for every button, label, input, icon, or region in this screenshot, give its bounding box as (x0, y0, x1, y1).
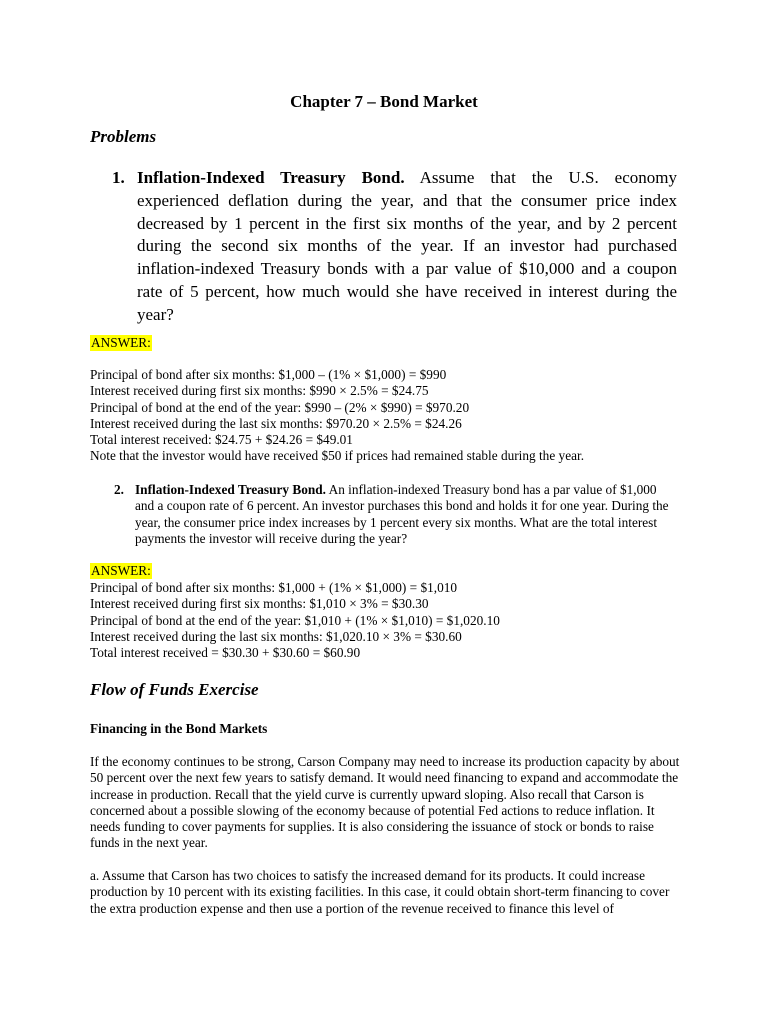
answer-1-line: Interest received during the last six months: $970.20 × 2.5% = $24.26 (90, 415, 462, 431)
answer-1-note: Note that the investor would have received $50 if prices had remained stable during the year. (90, 448, 585, 464)
problem-2-body: An inflation-indexed Treasury bond has a par value of $1,000 and a coupon rate of 6 percent. An investor purchases this bond and holds it for one year. During the year, the consumer price index increases by 1 percent every six months. What are the total interest payments the investor will receive during the year? (135, 482, 669, 546)
answer-2-label: ANSWER: (91, 563, 151, 578)
financing-heading: Financing in the Bond Markets (90, 721, 268, 736)
answer-1-line: Principal of bond at the end of the year: $990 – (2% × $990) = $970.20 (90, 399, 470, 415)
flow-of-funds-heading: Flow of Funds Exercise (90, 680, 259, 699)
problem-2-title: Inflation-Indexed Treasury Bond. (135, 482, 326, 497)
answer-2-line: Interest received during first six months: $1,010 × 3% = $30.30 (90, 596, 429, 612)
answer-1-calculations (90, 367, 690, 465)
answer-1-line: Principal of bond after six months: $1,000 – (1% × $1,000) = $990 (90, 367, 447, 382)
chapter-title: Chapter 7 – Bond Market (290, 92, 478, 111)
problem-1-number: 1. (112, 168, 125, 187)
problem-2 (114, 482, 674, 547)
problem-1-body: Assume that the U.S. economy experienced deflation during the year, and that the consumer price index decreased by 1 percent in the first six months of the year, and by 2 percent during the second six months of the year. If an investor had purchased inflation-indexed Treasury bonds with a par value of $10,000 and a coupon rate of 5 percent, how much would she have received in interest during the year? (137, 168, 677, 324)
answer-2-line: Principal of bond at the end of the year: $1,010 + (1% × $1,010) = $1,020.10 (90, 612, 500, 628)
problem-1-text-block (137, 167, 677, 327)
answer-1-line: Total interest received: $24.75 + $24.26 = $49.01 (90, 432, 353, 448)
answer-2-line: Interest received during the last six months: $1,020.10 × 3% = $30.60 (90, 628, 462, 644)
problem-2-text-block (135, 482, 674, 547)
answer-1-label: ANSWER: (91, 335, 151, 350)
paragraph-carson-intro: If the economy continues to be strong, Carson Company may need to increase its production capacity by about 50 percent over the next few years to satisfy demand. It would need financing to expand and accommodate the increase in production. Recall that the yield curve is currently upward sloping. Also recall that Carson is concerned about a possible slowing of the economy because of potential Fed actions to reduce inflation. It needs funding to cover payments for supplies. It is also considering the issuance of stock or bonds to raise funds in the next year. (90, 754, 680, 851)
problem-1-title: Inflation-Indexed Treasury Bond. (137, 168, 405, 187)
answer-1-line: Interest received during first six months: $990 × 2.5% = $24.75 (90, 383, 429, 399)
answer-2-calculations (90, 580, 690, 661)
paragraph-question-a: a. Assume that Carson has two choices to satisfy the increased demand for its products. It could increase production by 10 percent with its existing facilities. In this case, it could obtain short-term financing to cover the extra production expense and then use a portion of the revenue received to finance this level of (90, 868, 670, 916)
problems-heading: Problems (90, 127, 157, 146)
answer-2-line: Total interest received = $30.30 + $30.60 = $60.90 (90, 645, 361, 661)
problem-2-number: 2. (114, 482, 124, 497)
problem-1 (112, 167, 677, 327)
answer-2-line: Principal of bond after six months: $1,000 + (1% × $1,000) = $1,010 (90, 580, 458, 595)
